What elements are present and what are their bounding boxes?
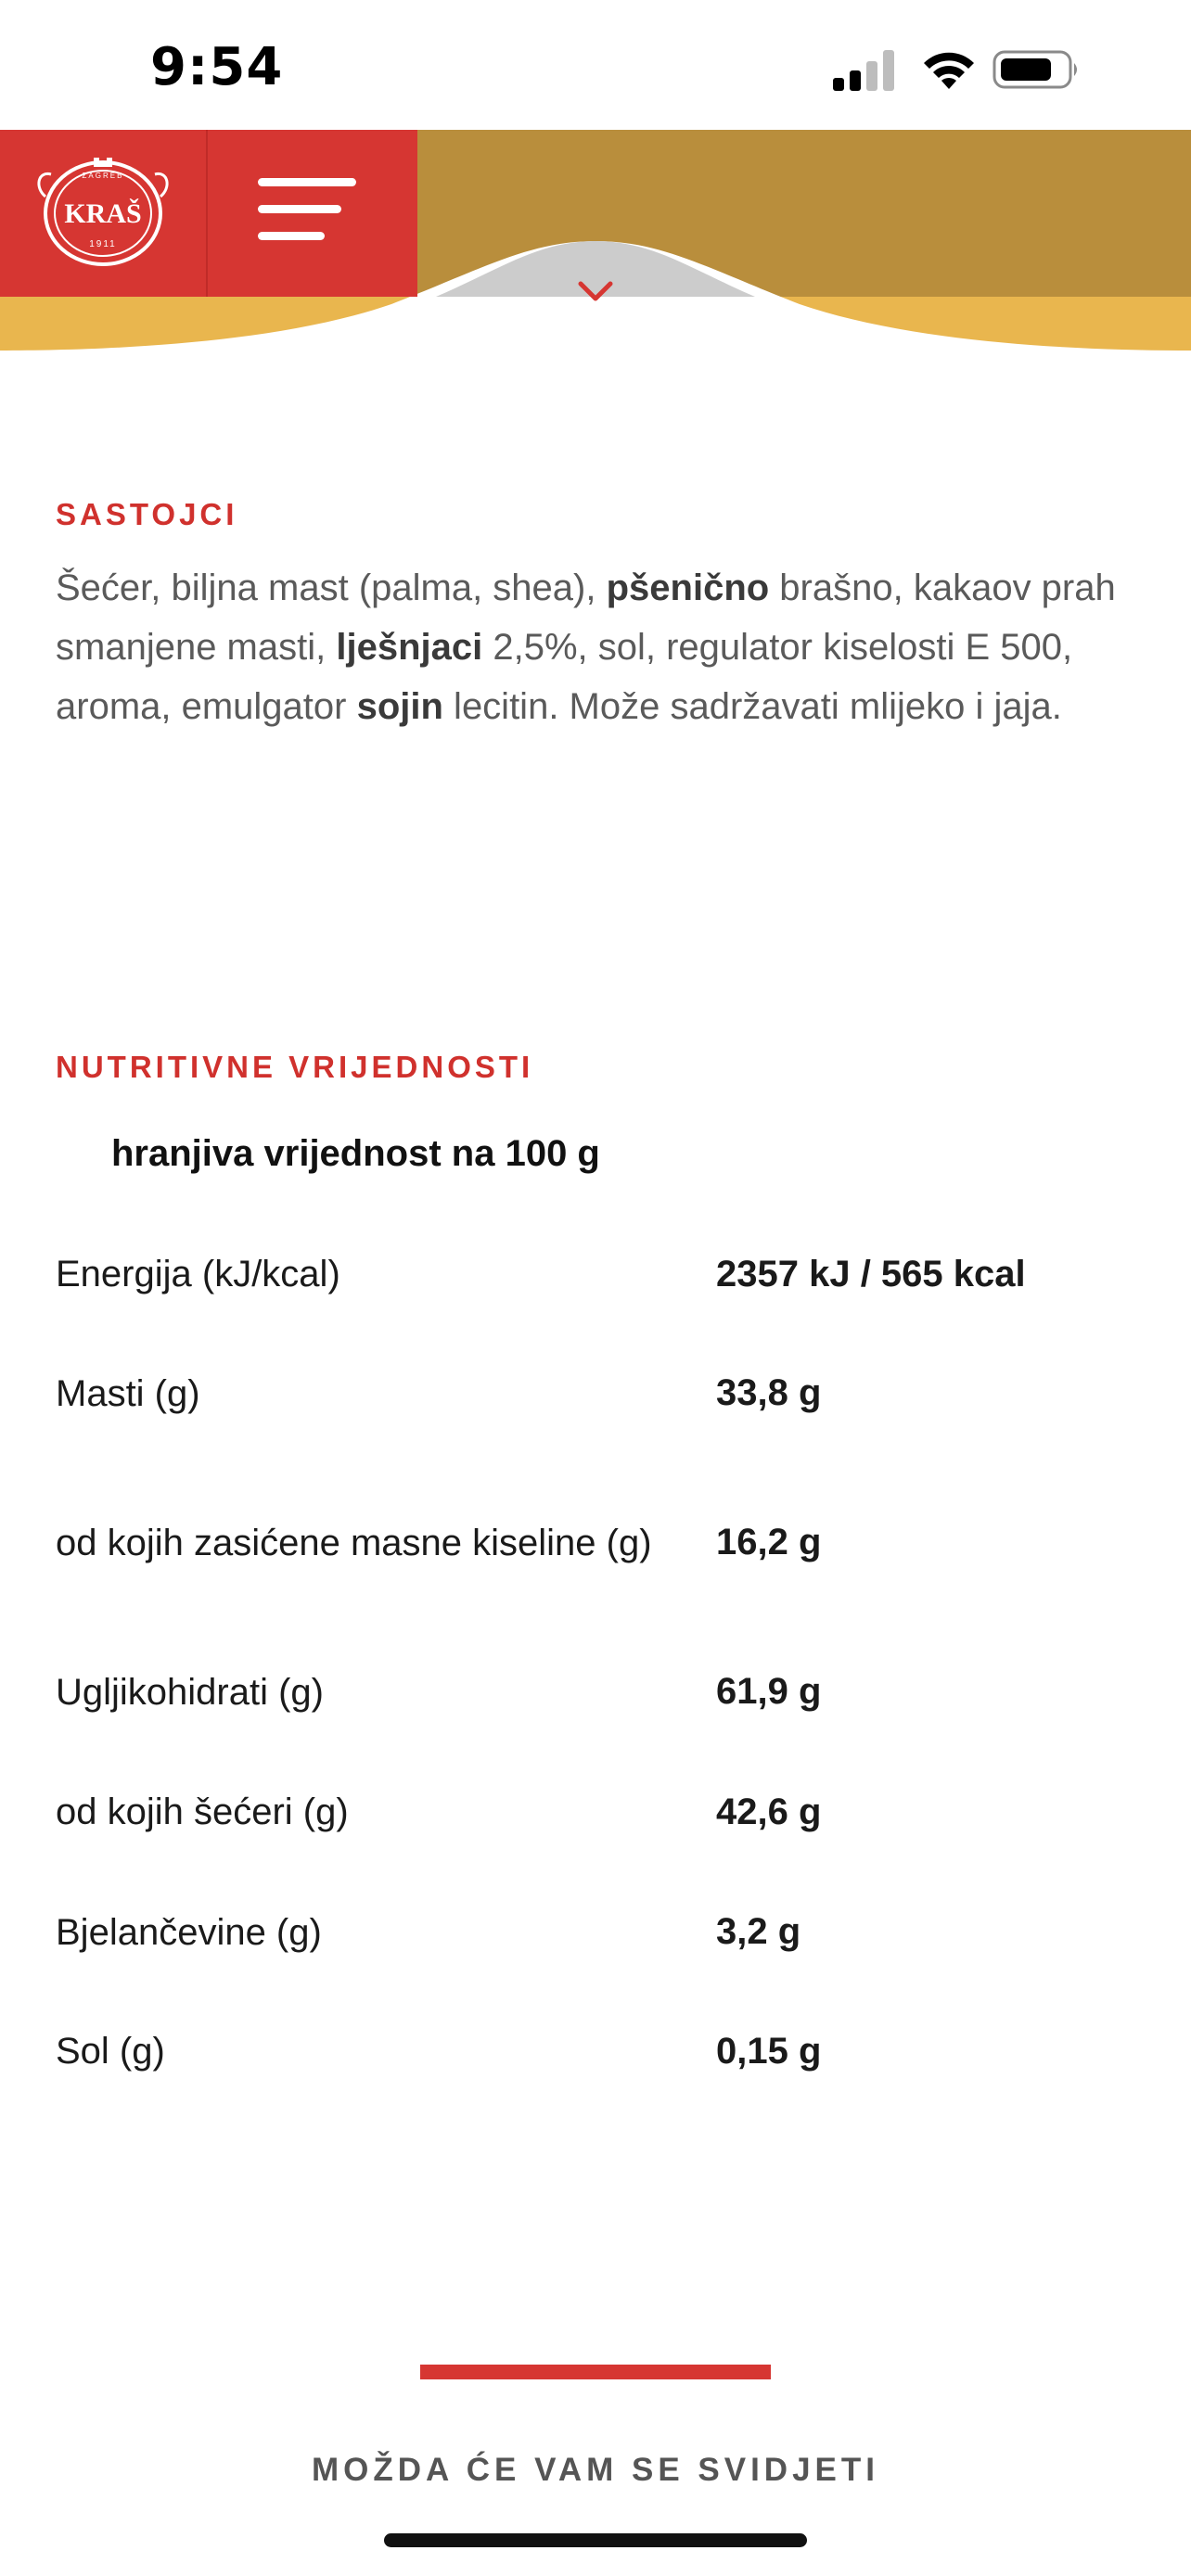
table-row	[56, 1333, 1150, 1453]
ingredients-title: SASTOJCI	[56, 497, 238, 531]
status-time: 9:54	[150, 37, 284, 97]
logo-brand-text: KRAŠ	[64, 198, 142, 229]
wifi-icon	[920, 48, 978, 91]
ingredients-part: 2,5%, sol, regulator kiselosti E 500, aroma, emulgator	[56, 627, 1073, 727]
ingredients-part: Šećer, biljna mast (palma, shea),	[56, 567, 607, 608]
ingredients-part: brašno, kakaov prah smanjene masti,	[56, 567, 1116, 668]
nutrition-table-header: hranjiva vrijednost na 100 g	[111, 1133, 600, 1174]
nutrient-value: 3,2 g	[716, 1911, 801, 1952]
chevron-down-icon[interactable]	[577, 280, 614, 304]
table-row	[56, 1752, 1150, 1872]
nutrient-value: 2357 kJ / 565 kcal	[716, 1253, 1026, 1294]
recommendations-title: MOŽDA ĆE VAM SE SVIDJETI	[312, 2452, 879, 2488]
nutrient-value: 33,8 g	[716, 1372, 822, 1413]
ingredients-text	[56, 558, 1150, 736]
cellular-signal-icon	[833, 50, 898, 91]
nutrient-label: od kojih zasićene masne kiseline (g)	[56, 1522, 652, 1563]
logo-top-text: ZAGREB	[82, 172, 124, 180]
nutrient-label: od kojih šećeri (g)	[56, 1792, 349, 1832]
ingredients-part: lecitin. Može sadržavati mlijeko i jaja.	[442, 686, 1062, 727]
kras-logo-icon	[29, 150, 177, 271]
nutrient-label: Ugljikohidrati (g)	[56, 1671, 324, 1713]
allergen-soy: sojin	[356, 686, 443, 727]
nutrition-table	[56, 1215, 1150, 2111]
menu-button[interactable]	[208, 130, 417, 297]
nutrient-label: Bjelančevine (g)	[56, 1911, 322, 1953]
logo-year-text: 1911	[89, 239, 117, 249]
table-row	[56, 1453, 1150, 1632]
table-row	[56, 1215, 1150, 1333]
section-divider	[420, 2365, 771, 2379]
nutrient-value: 0,15 g	[716, 2030, 822, 2072]
nutrient-value: 61,9 g	[716, 1671, 822, 1712]
brand-logo[interactable]	[0, 130, 208, 297]
nutrient-value: 16,2 g	[716, 1522, 822, 1562]
allergen-wheat: pšenično	[606, 567, 770, 608]
home-indicator[interactable]	[384, 2533, 807, 2547]
site-header	[0, 130, 1191, 352]
table-row	[56, 1992, 1150, 2111]
nutrient-value: 42,6 g	[716, 1791, 822, 1832]
table-row	[56, 1872, 1150, 1992]
table-row	[56, 1632, 1150, 1752]
allergen-hazelnuts: lješnjaci	[336, 627, 483, 668]
nutrient-label: Masti (g)	[56, 1372, 200, 1414]
nutrient-label: Energija (kJ/kcal)	[56, 1254, 340, 1294]
nutrient-label: Sol (g)	[56, 2031, 165, 2072]
status-bar	[0, 0, 1191, 130]
nutrition-title: NUTRITIVNE VRIJEDNOSTI	[56, 1050, 534, 1084]
battery-icon	[992, 48, 1082, 91]
hamburger-menu-icon	[258, 178, 356, 243]
